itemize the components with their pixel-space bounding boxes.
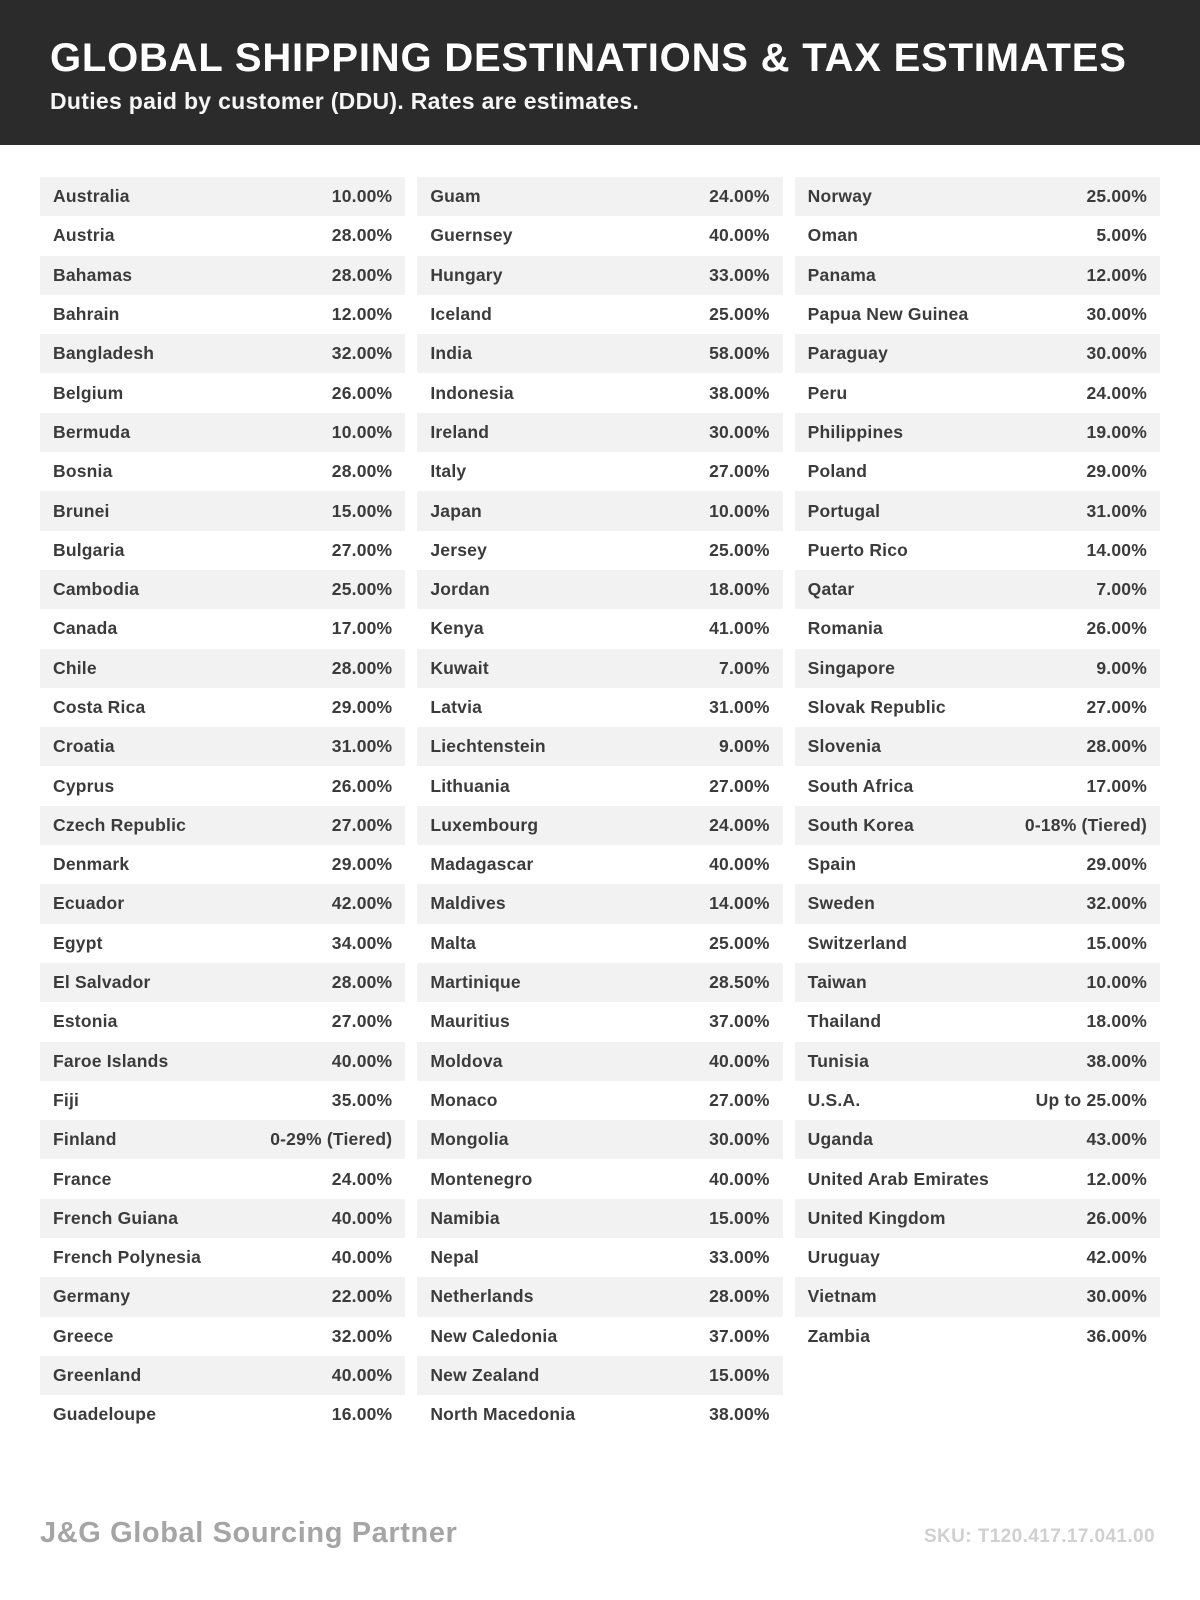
table-row <box>795 177 1160 216</box>
table-row <box>795 1317 1160 1356</box>
country-name: Liechtenstein <box>430 736 546 757</box>
tax-rate: 33.00% <box>709 1247 770 1268</box>
country-name: United Arab Emirates <box>807 1168 989 1189</box>
table-row <box>795 295 1160 334</box>
country-name: French Polynesia <box>53 1247 202 1268</box>
table-row <box>417 1042 782 1081</box>
tax-rate: 27.00% <box>709 1089 770 1110</box>
country-name: Taiwan <box>807 972 867 993</box>
tax-rate: 38.00% <box>709 1404 770 1425</box>
country-name: Peru <box>807 382 848 403</box>
tax-rate: 40.00% <box>709 1168 770 1189</box>
country-name: Finland <box>53 1129 117 1150</box>
table-row <box>795 1042 1160 1081</box>
country-name: Paraguay <box>807 343 889 364</box>
country-name: Greenland <box>53 1365 142 1386</box>
tax-rate: 25.00% <box>709 932 770 953</box>
table-row <box>417 452 782 491</box>
tax-rate: 24.00% <box>709 814 770 835</box>
table-row <box>40 531 405 570</box>
country-name: Guernsey <box>430 225 513 246</box>
tax-rate: 28.00% <box>709 1286 770 1307</box>
country-name: New Caledonia <box>430 1325 558 1346</box>
table-row <box>417 727 782 766</box>
tax-rate: 32.00% <box>1086 893 1147 914</box>
table-row <box>417 1317 782 1356</box>
table-row <box>795 1199 1160 1238</box>
table-row <box>40 649 405 688</box>
table-row <box>417 177 782 216</box>
tax-rate: 12.00% <box>1086 264 1147 285</box>
sku-label: SKU: T120.417.17.041.00 <box>923 1526 1155 1547</box>
country-name: Sweden <box>807 893 875 914</box>
table-row <box>417 806 782 845</box>
country-name: Portugal <box>807 500 881 521</box>
table-row <box>40 413 405 452</box>
tax-rate: 26.00% <box>1086 1207 1147 1228</box>
country-name: Croatia <box>53 736 115 757</box>
table-row <box>417 256 782 295</box>
table-row <box>417 845 782 884</box>
table-row <box>40 1356 405 1395</box>
tax-rate: 14.00% <box>1086 539 1147 560</box>
tax-rate: 0-29% (Tiered) <box>270 1129 393 1150</box>
country-name: New Zealand <box>430 1365 540 1386</box>
table-row <box>795 649 1160 688</box>
table-row <box>417 373 782 412</box>
table-row <box>795 256 1160 295</box>
tax-rate: 28.00% <box>331 657 393 678</box>
table-row <box>417 570 782 609</box>
table-row <box>795 688 1160 727</box>
country-name: Faroe Islands <box>53 1050 169 1071</box>
country-name: Greece <box>53 1325 114 1346</box>
table-row <box>795 609 1160 648</box>
tax-rate: 9.00% <box>1096 657 1147 678</box>
table-row <box>417 295 782 334</box>
tax-rate: 10.00% <box>1086 972 1147 993</box>
tax-rate: 38.00% <box>709 382 770 403</box>
tax-rate: 42.00% <box>1086 1247 1147 1268</box>
table-row <box>417 609 782 648</box>
tax-rate: 17.00% <box>331 618 393 639</box>
country-name: Madagascar <box>430 854 534 875</box>
table-row <box>40 256 405 295</box>
tax-rate: 35.00% <box>331 1089 393 1110</box>
country-name: Thailand <box>807 1011 882 1032</box>
table-row <box>417 688 782 727</box>
table-row <box>795 727 1160 766</box>
page-footer <box>40 1517 1155 1550</box>
table-row <box>417 1277 782 1316</box>
table-row <box>795 1120 1160 1159</box>
tax-rate: 37.00% <box>709 1325 770 1346</box>
tax-rate: 25.00% <box>709 539 770 560</box>
tax-rate: 28.00% <box>331 972 393 993</box>
country-name: Cambodia <box>53 579 140 600</box>
tax-rate: 40.00% <box>331 1207 393 1228</box>
tax-rate: 12.00% <box>331 304 393 325</box>
tax-rate: 5.00% <box>1096 225 1147 246</box>
country-name: South Korea <box>807 814 914 835</box>
country-name: Kenya <box>430 618 484 639</box>
tax-rate: 18.00% <box>1086 1011 1147 1032</box>
country-name: North Macedonia <box>430 1404 576 1425</box>
country-name: Singapore <box>807 657 896 678</box>
country-name: Czech Republic <box>53 814 187 835</box>
country-name: Bahamas <box>53 264 133 285</box>
country-name: Ireland <box>430 421 490 442</box>
table-row <box>795 1277 1160 1316</box>
table-row <box>40 491 405 530</box>
country-name: Maldives <box>430 893 506 914</box>
table-row <box>40 727 405 766</box>
country-name: Bermuda <box>53 421 131 442</box>
country-name: Jordan <box>430 579 490 600</box>
tax-rate: 29.00% <box>1086 461 1147 482</box>
tax-rate: 34.00% <box>331 932 393 953</box>
tax-rate: Up to 25.00% <box>1035 1089 1147 1110</box>
country-name: Bangladesh <box>53 343 155 364</box>
tax-rate: 10.00% <box>709 500 770 521</box>
tax-rate: 10.00% <box>331 186 393 207</box>
table-row <box>417 1081 782 1120</box>
tax-rate: 27.00% <box>331 1011 393 1032</box>
table-row <box>795 806 1160 845</box>
country-name: Japan <box>430 500 482 521</box>
tax-rate: 33.00% <box>709 264 770 285</box>
page-header <box>0 0 1200 145</box>
table-row <box>40 1081 405 1120</box>
table-row <box>40 1277 405 1316</box>
table-row <box>417 963 782 1002</box>
table-row <box>417 766 782 805</box>
country-name: Cyprus <box>53 775 115 796</box>
tax-rate: 15.00% <box>1086 932 1147 953</box>
country-name: Iceland <box>430 304 493 325</box>
table-row <box>417 1002 782 1041</box>
tax-rate: 15.00% <box>709 1365 770 1386</box>
country-name: Uganda <box>807 1129 874 1150</box>
table-row <box>795 491 1160 530</box>
table-row <box>795 1081 1160 1120</box>
tax-rate: 30.00% <box>1086 1286 1147 1307</box>
rates-column-2 <box>417 177 782 1435</box>
table-row <box>795 334 1160 373</box>
table-row <box>417 216 782 255</box>
country-name: Egypt <box>53 932 103 953</box>
tax-rate: 43.00% <box>1086 1129 1147 1150</box>
table-row <box>417 491 782 530</box>
country-name: Ecuador <box>53 893 125 914</box>
tax-rate: 30.00% <box>1086 304 1147 325</box>
table-row <box>40 1199 405 1238</box>
tax-rate: 27.00% <box>1086 697 1147 717</box>
country-name: Belgium <box>53 382 124 403</box>
tax-rate: 31.00% <box>709 697 770 717</box>
tax-rate: 40.00% <box>331 1050 393 1071</box>
tax-rate: 58.00% <box>709 343 770 364</box>
tax-rate: 42.00% <box>331 893 393 914</box>
country-name: Brunei <box>53 500 110 521</box>
tax-rate: 9.00% <box>719 736 770 757</box>
country-name: Nepal <box>430 1247 479 1268</box>
table-row <box>795 884 1160 923</box>
tax-rate: 7.00% <box>719 657 770 678</box>
tax-rate: 30.00% <box>1086 343 1147 364</box>
country-name: Philippines <box>807 421 904 442</box>
table-row <box>417 924 782 963</box>
country-name: Bosnia <box>53 461 113 482</box>
tax-rate: 28.00% <box>331 264 393 285</box>
table-row <box>417 884 782 923</box>
tax-rate: 28.00% <box>331 225 393 246</box>
table-row <box>417 334 782 373</box>
table-row <box>40 806 405 845</box>
table-row <box>417 1238 782 1277</box>
table-row <box>40 570 405 609</box>
table-row <box>40 1395 405 1434</box>
table-row <box>795 452 1160 491</box>
tax-rate: 40.00% <box>709 1050 770 1071</box>
country-name: Namibia <box>430 1207 500 1228</box>
country-name: Qatar <box>807 579 855 600</box>
tax-rate: 27.00% <box>709 461 770 482</box>
country-name: Lithuania <box>430 775 510 796</box>
tax-rate: 14.00% <box>709 893 770 914</box>
table-row <box>417 1159 782 1198</box>
tax-rate: 40.00% <box>709 225 770 246</box>
table-row <box>40 1159 405 1198</box>
tax-rate: 16.00% <box>331 1404 393 1425</box>
tax-rate: 15.00% <box>709 1207 770 1228</box>
country-name: Spain <box>807 854 857 875</box>
table-row <box>40 216 405 255</box>
table-row <box>40 1002 405 1041</box>
page-title: GLOBAL SHIPPING DESTINATIONS & TAX ESTIMATES <box>50 36 1127 80</box>
table-row <box>795 845 1160 884</box>
tax-rate: 26.00% <box>331 382 393 403</box>
table-row <box>795 1002 1160 1041</box>
country-name: Tunisia <box>807 1050 870 1071</box>
tax-rate: 29.00% <box>331 697 393 717</box>
table-row <box>417 413 782 452</box>
country-name: Mongolia <box>430 1129 509 1150</box>
country-name: Costa Rica <box>53 697 146 717</box>
country-name: India <box>430 343 473 364</box>
table-row <box>40 688 405 727</box>
tax-rate: 19.00% <box>1086 421 1147 442</box>
table-row <box>417 1120 782 1159</box>
country-name: Montenegro <box>430 1168 533 1189</box>
country-name: Indonesia <box>430 382 514 403</box>
table-row <box>795 570 1160 609</box>
country-name: Monaco <box>430 1089 498 1110</box>
tax-rate: 30.00% <box>709 1129 770 1150</box>
tax-rate: 10.00% <box>331 421 393 442</box>
tax-rate: 26.00% <box>1086 618 1147 639</box>
tax-rate: 25.00% <box>331 579 393 600</box>
tax-rate: 40.00% <box>331 1247 393 1268</box>
tax-rate: 7.00% <box>1096 579 1147 600</box>
table-row <box>40 609 405 648</box>
table-row <box>40 884 405 923</box>
country-name: Vietnam <box>807 1286 877 1307</box>
country-name: Luxembourg <box>430 814 539 835</box>
tax-rate: 15.00% <box>331 500 393 521</box>
tax-rate: 27.00% <box>331 539 393 560</box>
table-row <box>40 1238 405 1277</box>
table-row <box>795 963 1160 1002</box>
tax-rate: 36.00% <box>1086 1325 1147 1346</box>
tax-rate: 31.00% <box>331 736 393 757</box>
country-name: Malta <box>430 932 477 953</box>
country-name: French Guiana <box>53 1207 179 1228</box>
rates-column-3 <box>795 177 1160 1356</box>
table-row <box>795 531 1160 570</box>
country-name: Australia <box>53 186 130 207</box>
table-row <box>40 373 405 412</box>
tax-rate: 29.00% <box>331 854 393 875</box>
country-name: Denmark <box>53 854 130 875</box>
country-name: Germany <box>53 1286 131 1307</box>
country-name: Estonia <box>53 1011 118 1032</box>
tax-rate: 25.00% <box>709 304 770 325</box>
country-name: Norway <box>807 186 873 207</box>
table-row <box>795 1238 1160 1277</box>
country-name: Uruguay <box>807 1247 881 1268</box>
table-row <box>417 1356 782 1395</box>
country-name: Slovenia <box>807 736 882 757</box>
table-row <box>417 531 782 570</box>
country-name: Zambia <box>807 1325 871 1346</box>
country-name: Guadeloupe <box>53 1404 157 1425</box>
table-row <box>40 924 405 963</box>
country-name: Fiji <box>53 1089 80 1110</box>
table-row <box>417 649 782 688</box>
table-row <box>417 1199 782 1238</box>
page-subtitle: Duties paid by customer (DDU). Rates are estimates. <box>50 88 640 114</box>
country-name: Jersey <box>430 539 488 560</box>
table-row <box>40 963 405 1002</box>
country-name: Kuwait <box>430 657 489 678</box>
table-row <box>40 766 405 805</box>
country-name: Oman <box>807 225 859 246</box>
country-name: Slovak Republic <box>807 697 946 717</box>
country-name: U.S.A. <box>807 1089 861 1110</box>
tax-rate: 37.00% <box>709 1011 770 1032</box>
table-row <box>40 295 405 334</box>
table-row <box>795 766 1160 805</box>
tax-rate: 30.00% <box>709 421 770 442</box>
country-name: El Salvador <box>53 972 151 993</box>
country-name: Moldova <box>430 1050 503 1071</box>
country-name: Austria <box>53 225 115 246</box>
tax-rate: 24.00% <box>709 186 770 207</box>
tax-rate: 26.00% <box>331 775 393 796</box>
country-name: Latvia <box>430 697 483 717</box>
table-row <box>795 413 1160 452</box>
rates-table <box>40 177 1160 1435</box>
tax-rate: 18.00% <box>709 579 770 600</box>
country-name: Mauritius <box>430 1011 510 1032</box>
tax-rate: 0-18% (Tiered) <box>1024 814 1147 835</box>
country-name: Hungary <box>430 264 503 285</box>
country-name: Panama <box>807 264 876 285</box>
table-row <box>795 216 1160 255</box>
country-name: Bahrain <box>53 304 120 325</box>
country-name: France <box>53 1168 112 1189</box>
table-row <box>795 924 1160 963</box>
table-row <box>417 1395 782 1434</box>
country-name: Puerto Rico <box>807 539 909 560</box>
table-row <box>40 1120 405 1159</box>
tax-rate: 40.00% <box>709 854 770 875</box>
tax-rate: 29.00% <box>1086 854 1147 875</box>
tax-rate: 41.00% <box>709 618 770 639</box>
country-name: Switzerland <box>807 932 908 953</box>
tax-rate: 31.00% <box>1086 500 1147 521</box>
tax-rate: 27.00% <box>331 814 393 835</box>
country-name: South Africa <box>807 775 914 796</box>
tax-rate: 38.00% <box>1086 1050 1147 1071</box>
rates-column-1 <box>40 177 405 1435</box>
table-row <box>40 845 405 884</box>
table-row <box>795 1159 1160 1198</box>
table-row <box>795 373 1160 412</box>
country-name: Chile <box>53 657 97 678</box>
tax-rate: 32.00% <box>331 343 393 364</box>
table-row <box>40 1317 405 1356</box>
table-row <box>40 334 405 373</box>
tax-rate: 28.00% <box>331 461 393 482</box>
country-name: Netherlands <box>430 1286 534 1307</box>
country-name: Martinique <box>430 972 521 993</box>
tax-rate: 28.50% <box>709 972 770 993</box>
country-name: Canada <box>53 618 118 639</box>
table-row <box>40 177 405 216</box>
tax-rate: 24.00% <box>331 1168 393 1189</box>
brand-name: J&G Global Sourcing Partner <box>40 1517 458 1549</box>
country-name: Papua New Guinea <box>807 304 969 325</box>
country-name: United Kingdom <box>807 1207 946 1228</box>
table-row <box>40 452 405 491</box>
tax-rate: 27.00% <box>709 775 770 796</box>
tax-rate: 17.00% <box>1086 775 1147 796</box>
tax-rate: 12.00% <box>1086 1168 1147 1189</box>
table-row <box>40 1042 405 1081</box>
country-name: Bulgaria <box>53 539 125 560</box>
tax-rate: 24.00% <box>1086 382 1147 403</box>
country-name: Poland <box>807 461 868 482</box>
country-name: Romania <box>807 618 883 639</box>
tax-rate: 25.00% <box>1086 186 1147 207</box>
tax-rate: 40.00% <box>331 1365 393 1386</box>
tax-rate: 22.00% <box>331 1286 393 1307</box>
country-name: Guam <box>430 186 481 207</box>
country-name: Italy <box>430 461 467 482</box>
tax-rate: 32.00% <box>331 1325 393 1346</box>
tax-rate: 28.00% <box>1086 736 1147 757</box>
